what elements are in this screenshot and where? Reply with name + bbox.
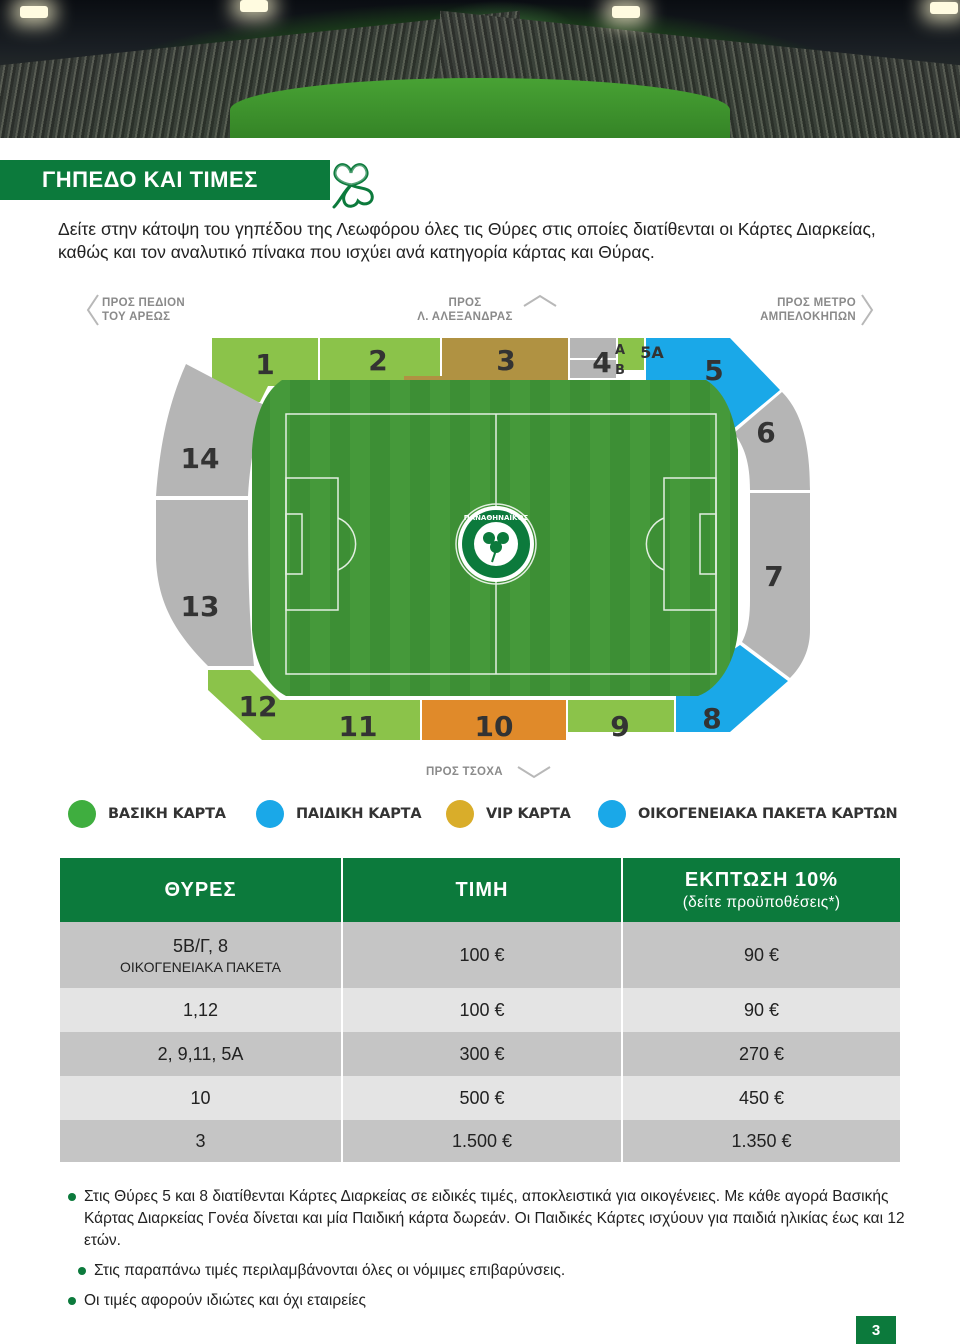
notes-list	[68, 1186, 918, 1320]
table-row	[60, 1120, 900, 1162]
cell-discount: 90 €	[622, 922, 900, 988]
note-item: Στις Θύρες 5 και 8 διατίθενται Κάρτες Διαρκείας σε ειδικές τιμές, αποκλειστικά για οικογένειες. Με κάθε αγορά Βασικής Κάρτας Διαρκείας Γονέα δίνεται και μία Παιδική κάρτα δωρεάν. Οι Παιδικές Κάρτες ισχύουν για παιδιά ηλικίας έως και 12 ετών.	[68, 1186, 918, 1252]
shamrock-icon	[318, 155, 384, 213]
bullet-icon	[78, 1267, 86, 1275]
table-header-row	[60, 858, 900, 922]
child-card-dot	[256, 800, 284, 828]
family-card-dot	[598, 800, 626, 828]
down-arrow-icon	[516, 765, 552, 779]
direction-bottom: ΠΡΟΣ ΤΣΟΧΑ	[426, 766, 503, 778]
basic-card-dot	[68, 800, 96, 828]
note-item: Στις παραπάνω τιμές περιλαμβάνονται όλες οι νόμιμες επιβαρύνσεις.	[78, 1260, 918, 1282]
header-discount: ΕΚΠΤΩΣΗ 10% (δείτε προϋποθέσεις*)	[622, 858, 900, 922]
gate-13-label: 13	[180, 590, 220, 623]
legend-child: ΠΑΙΔΙΚΗ ΚΑΡΤΑ	[256, 800, 421, 828]
price-table	[60, 858, 900, 1162]
card-legend	[68, 800, 908, 832]
direction-right: ΠΡΟΣ ΜΕΤΡΟ ΑΜΠΕΛΟΚΗΠΩΝ	[760, 297, 856, 323]
gate-4a-label: A	[614, 343, 626, 358]
cell-gates: 2, 9,11, 5Α	[60, 1032, 342, 1076]
cell-price: 100 €	[342, 988, 622, 1032]
gate-11-label: 11	[338, 710, 378, 743]
right-arrow-icon	[860, 293, 874, 327]
gate-1-label: 1	[255, 348, 275, 381]
gate-14-label: 14	[180, 442, 220, 475]
intro-text: Δείτε στην κάτοψη του γηπέδου της Λεωφόρου όλες τις Θύρες στις οποίες διατίθενται οι Κάρτες Διαρκείας, καθώς και τον αναλυτικό πίνακα που ισχύει ανά κατηγορία κάρτας και Θύρας.	[58, 219, 876, 262]
cell-gates: 3	[60, 1120, 342, 1162]
gate-6-label: 6	[756, 416, 776, 449]
gate-5a-label: 5A	[640, 343, 664, 362]
table-row	[60, 922, 900, 988]
cell-price: 500 €	[342, 1076, 622, 1120]
cell-gates: 5Β/Γ, 8 ΟΙΚΟΓΕΝΕΙΑΚΑ ΠΑΚΕΤΑ	[60, 922, 342, 988]
cell-discount: 90 €	[622, 988, 900, 1032]
crest-year: 1908	[484, 567, 508, 576]
gate-8-label: 8	[702, 702, 722, 735]
gate-12-label: 12	[238, 690, 278, 723]
gate-3-label: 3	[496, 344, 516, 377]
note-item: Οι τιμές αφορούν ιδιώτες και όχι εταιρείες	[68, 1290, 918, 1312]
gate-4b-label: B	[615, 363, 625, 378]
crest-name: ΠΑΝΑΘΗΝΑΪΚΟΣ	[463, 514, 529, 522]
cell-price: 300 €	[342, 1032, 622, 1076]
legend-family: ΟΙΚΟΓΕΝΕΙΑΚΑ ΠΑΚΕΤΑ ΚΑΡΤΩΝ	[598, 800, 898, 828]
cell-discount: 1.350 €	[622, 1120, 900, 1162]
direction-left: ΠΡΟΣ ΠΕΔΙΟΝ ΤΟΥ ΑΡΕΩΣ	[102, 297, 186, 323]
stadium-map	[150, 330, 830, 750]
left-arrow-icon	[86, 293, 100, 327]
header-price: ΤΙΜΗ	[342, 858, 622, 922]
gate-4-label: 4	[592, 346, 612, 379]
cell-gates: 10	[60, 1076, 342, 1120]
cell-price: 100 €	[342, 922, 622, 988]
table-row	[60, 988, 900, 1032]
up-arrow-icon	[522, 294, 558, 308]
club-crest	[458, 506, 534, 582]
section-title: ΓΗΠΕΔΟ ΚΑΙ ΤΙΜΕΣ	[42, 167, 258, 192]
stadium-photo	[0, 0, 960, 138]
gate-2-label: 2	[368, 344, 388, 377]
vip-card-dot	[446, 800, 474, 828]
table-row	[60, 1032, 900, 1076]
header-gates: ΘΥΡΕΣ	[60, 858, 342, 922]
legend-basic: ΒΑΣΙΚΗ ΚΑΡΤΑ	[68, 800, 226, 828]
gate-13[interactable]	[156, 500, 254, 666]
cell-gates: 1,12	[60, 988, 342, 1032]
bullet-icon	[68, 1193, 76, 1201]
cell-discount: 450 €	[622, 1076, 900, 1120]
gate-7-label: 7	[764, 560, 784, 593]
legend-vip: VIP ΚΑΡΤΑ	[446, 800, 571, 828]
direction-top: ΠΡΟΣ Λ. ΑΛΕΞΑΝΔΡΑΣ	[417, 297, 513, 323]
cell-price: 1.500 €	[342, 1120, 622, 1162]
section-title-bar	[0, 160, 330, 200]
table-row	[60, 1076, 900, 1120]
gate-10-label: 10	[474, 710, 514, 743]
page-number: 3	[856, 1316, 896, 1344]
cell-discount: 270 €	[622, 1032, 900, 1076]
bullet-icon	[68, 1297, 76, 1305]
gate-5-label: 5	[704, 354, 724, 387]
gate-9-label: 9	[610, 710, 630, 743]
